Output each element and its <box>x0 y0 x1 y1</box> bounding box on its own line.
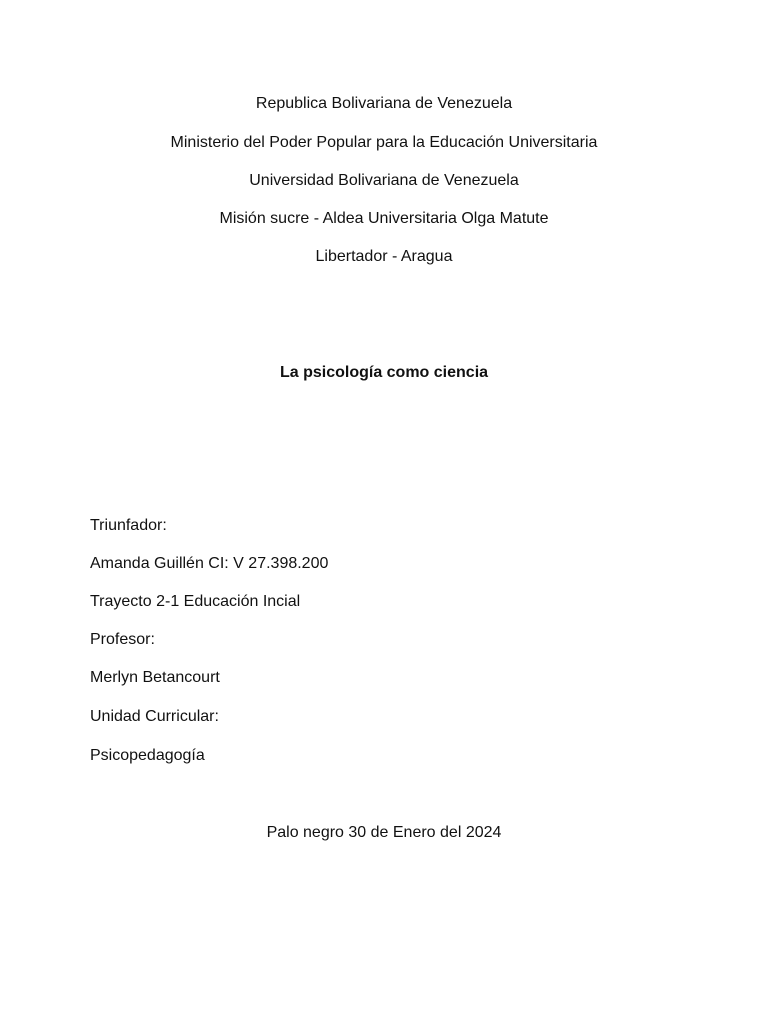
document-title: La psicología como ciencia <box>279 364 489 381</box>
detail-professor-name: Merlyn Betancourt <box>90 669 220 686</box>
header-line-ministry: Ministerio del Poder Popular para la Educación Universitaria <box>170 134 598 151</box>
detail-label-student: Triunfador: <box>90 517 167 534</box>
detail-student-name-id: Amanda Guillén CI: V 27.398.200 <box>90 555 329 572</box>
footer-place-date: Palo negro 30 de Enero del 2024 <box>266 824 502 841</box>
detail-course-trajectory: Trayecto 2-1 Educación Incial <box>90 593 301 610</box>
header-line-republic: Republica Bolivariana de Venezuela <box>255 95 513 112</box>
header-line-location: Libertador - Aragua <box>315 248 453 265</box>
detail-label-professor: Profesor: <box>90 631 155 648</box>
detail-label-curricular-unit: Unidad Curricular: <box>90 708 219 725</box>
header-line-mission: Misión sucre - Aldea Universitaria Olga Matute <box>219 210 549 227</box>
header-line-university: Universidad Bolivariana de Venezuela <box>249 172 519 189</box>
detail-curricular-unit-name: Psicopedagogía <box>90 747 205 764</box>
